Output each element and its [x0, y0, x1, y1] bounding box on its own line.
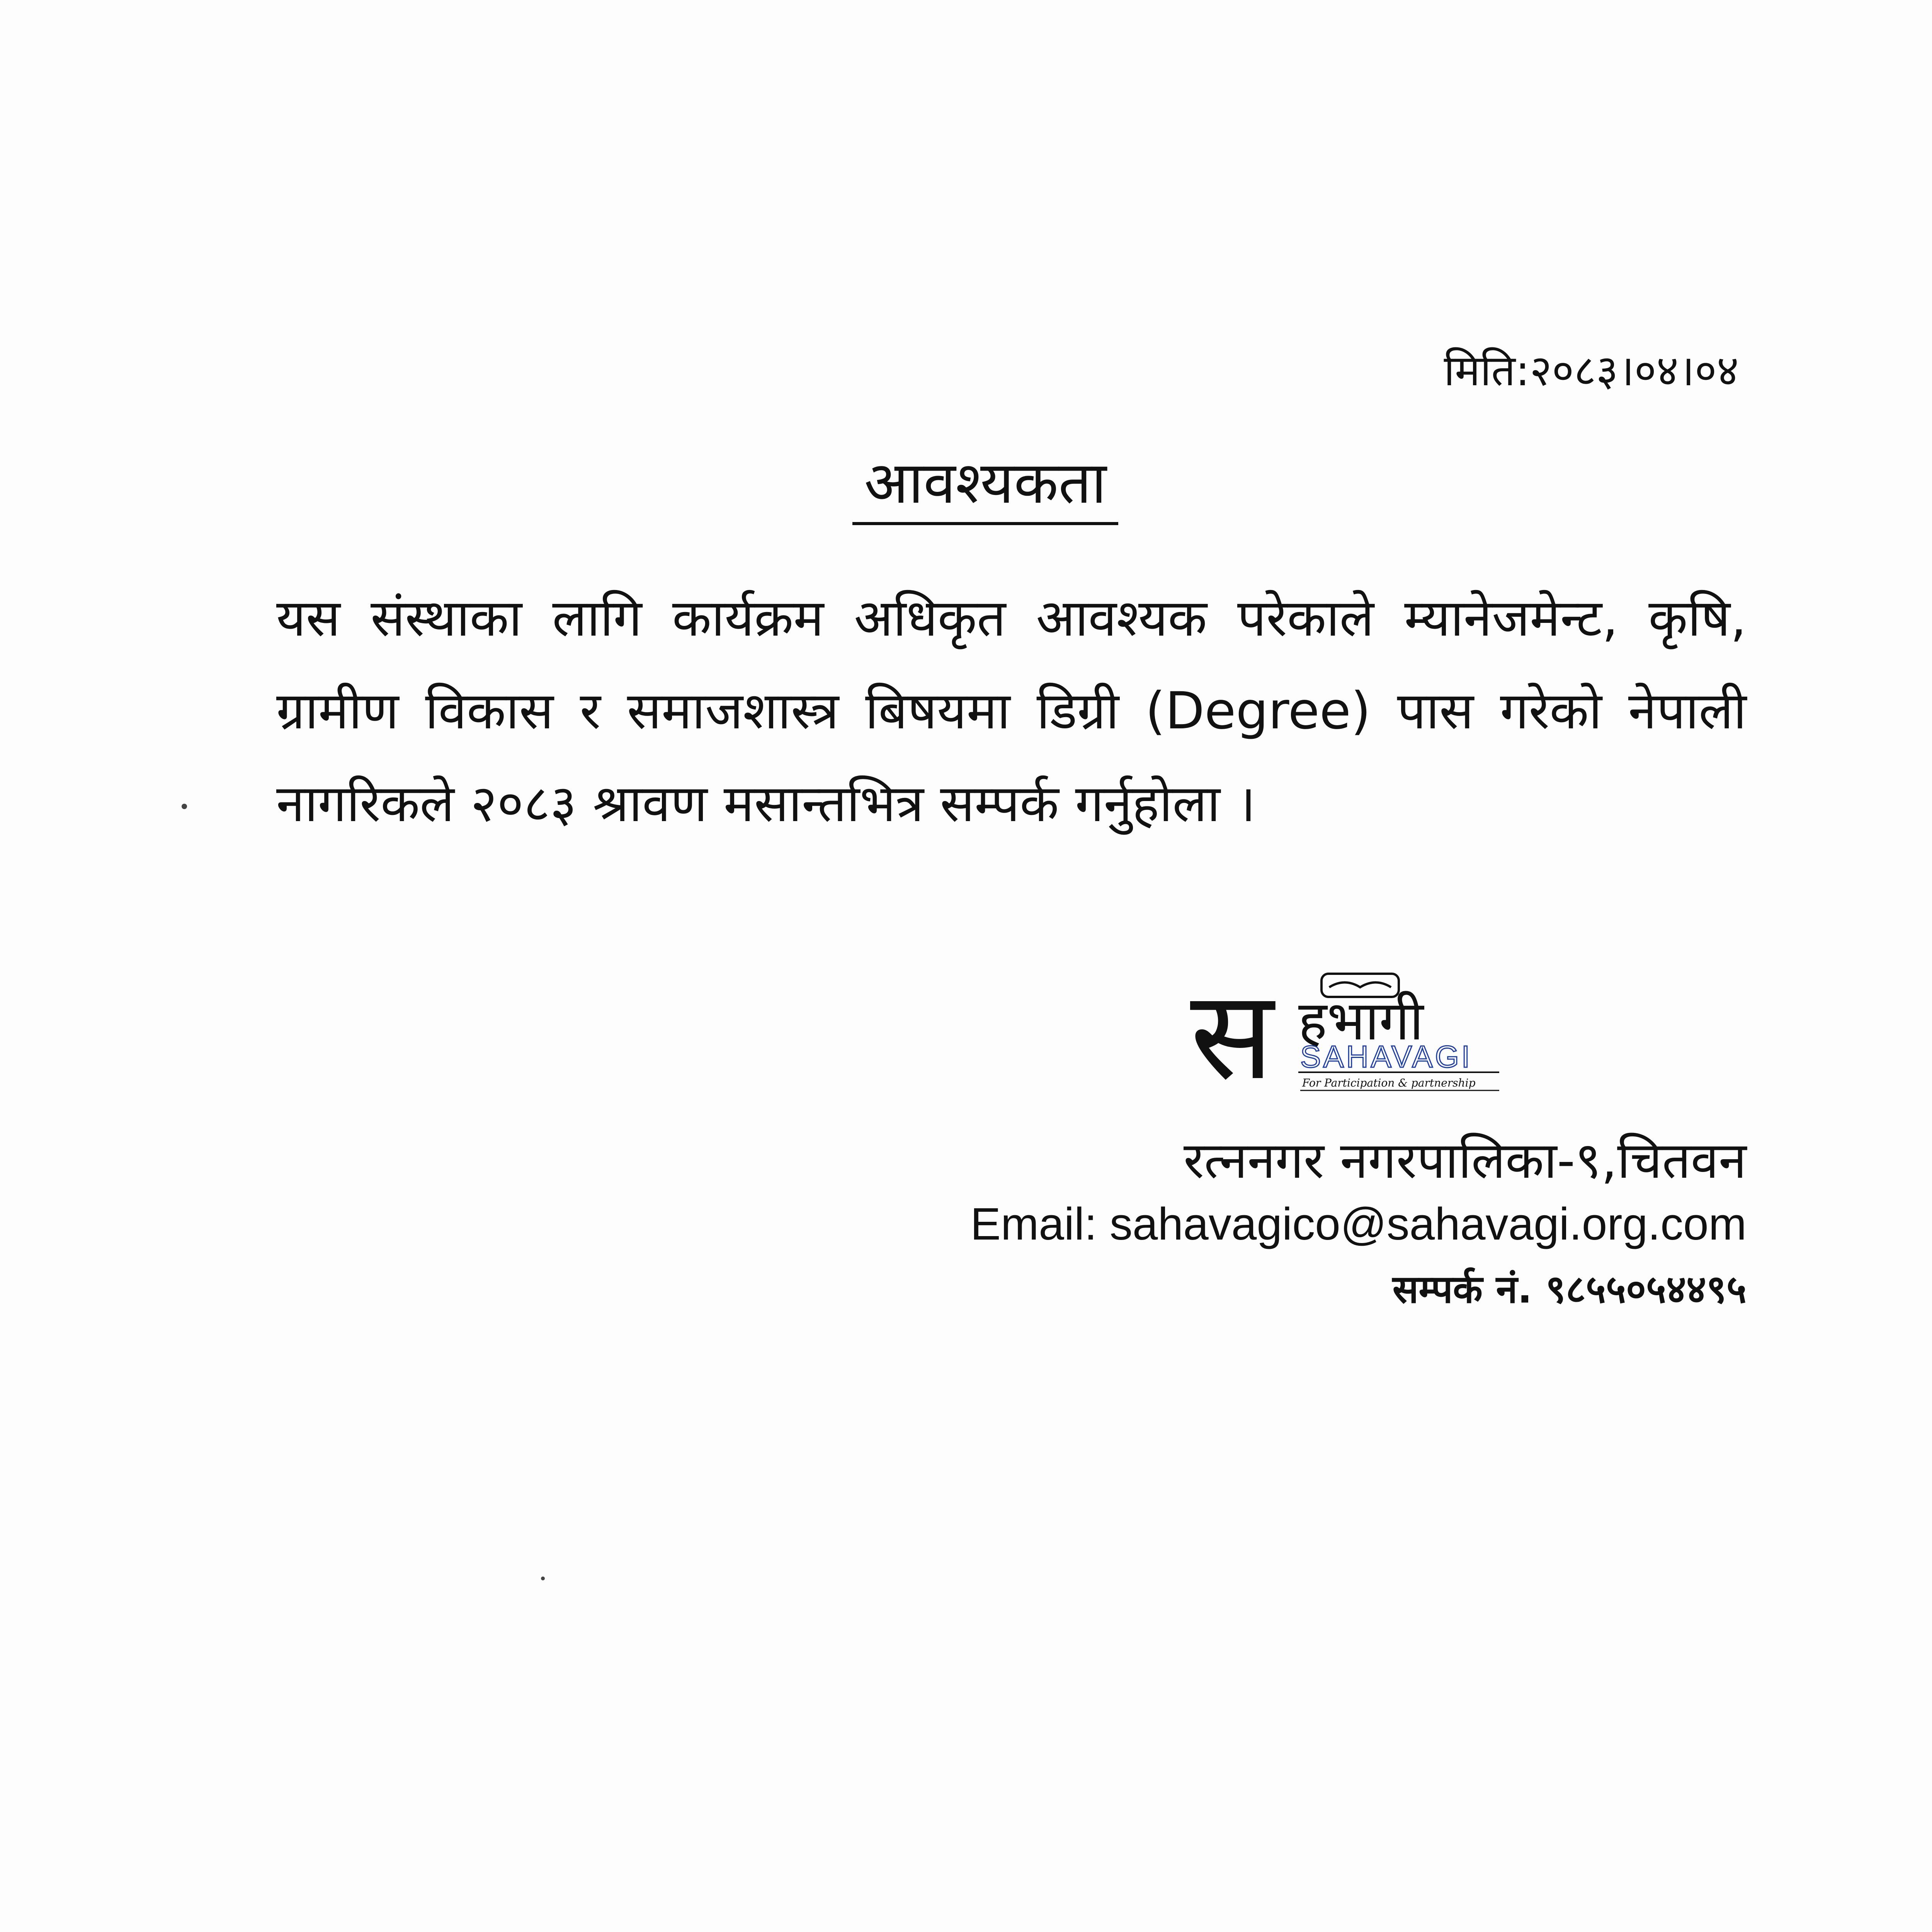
sahavagi-logo — [1190, 966, 1507, 1105]
notice-body: यस संस्थाका लागि कार्यक्रम अधिकृत आवश्यक परेकाले म्यानेजमेन्ट, कृषि, ग्रामीण विकास र समाजशास्त्र बिषयमा डिग्री (Degree) पास गरेको नेपाली नागरिकले २०८३ श्रावण मसान्तभित्र सम्पर्क गर्नुहोला । — [276, 588, 1747, 833]
notice-title — [0, 448, 1932, 518]
scan-speck — [182, 804, 187, 809]
logo-big-letter: स — [1190, 966, 1274, 1105]
logo-devanagari: हभागी — [1298, 990, 1424, 1053]
contact-number: सम्पर्क नं. ९८५५०५४४९५ — [1392, 1267, 1747, 1312]
notice-title-text: आवश्यकता — [852, 449, 1118, 525]
letter-date: मिति:२०८३।०४।०४ — [1444, 346, 1739, 395]
handshake-icon-detail — [1329, 983, 1391, 988]
address-line: रत्ननगर नगरपालिका-९,चितवन — [1184, 1131, 1747, 1190]
email-line: Email: sahavagico@sahavagi.org.com — [970, 1199, 1747, 1250]
logo-latin: SAHAVAGI — [1300, 1039, 1473, 1074]
scan-speck — [541, 1577, 545, 1580]
logo-tagline: For Participation & partnership — [1302, 1077, 1476, 1089]
